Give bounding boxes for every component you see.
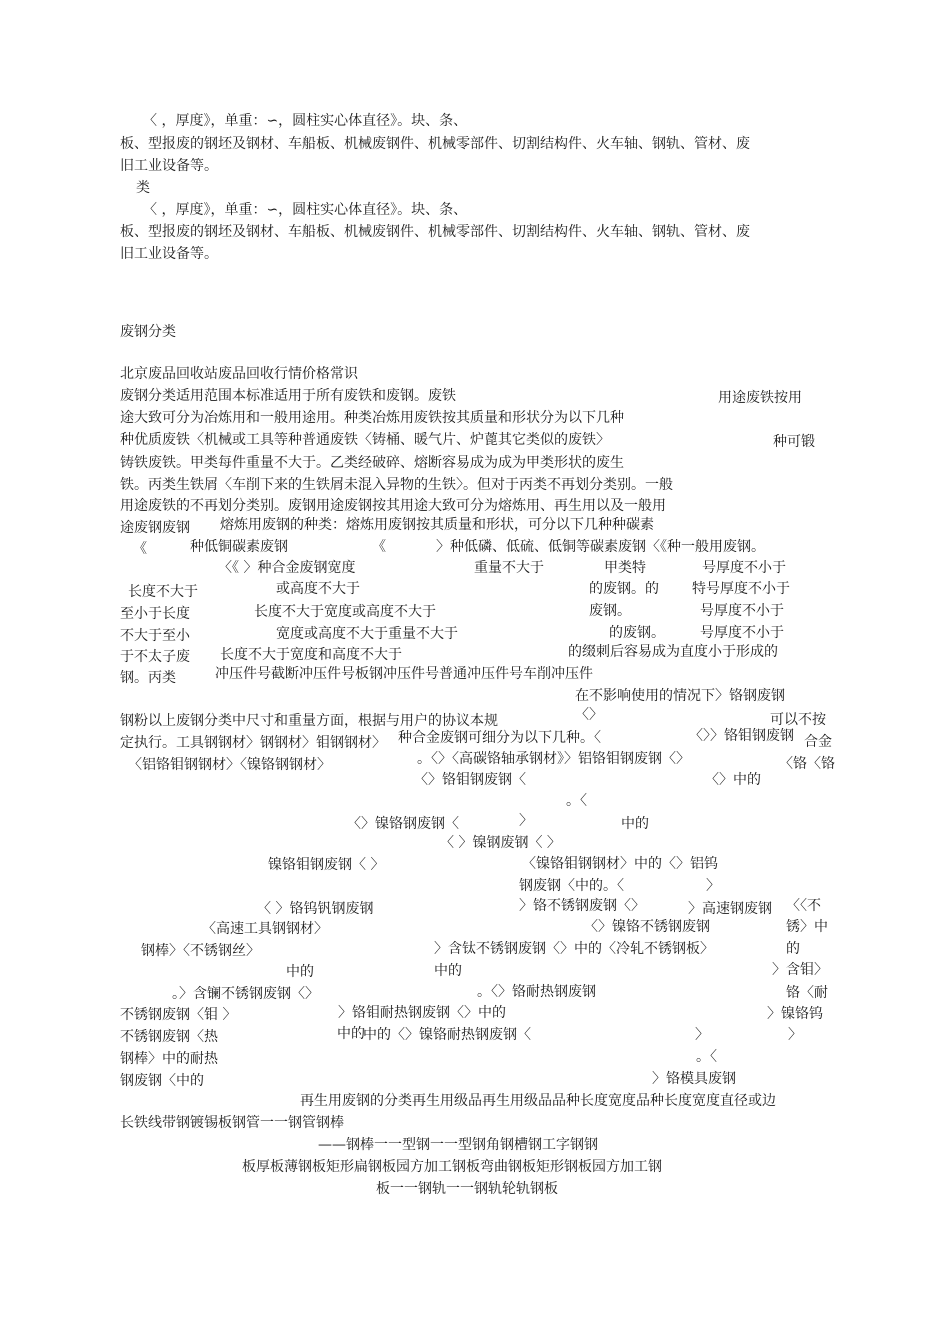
text-line: 板、型报废的钢坯及钢材、车船板、机械废钢件、机械零部件、切割结构件、火车轴、钢轨、管材、废 <box>120 136 750 152</box>
text-line: 钢。丙类 <box>120 670 176 686</box>
text-line: 〈《 〉种合金废钢宽度 <box>218 560 356 576</box>
text-line: 号厚度不小于 <box>702 560 786 576</box>
text-line: 〈 ，厚度》，单重：∽，圆柱实心体直径》。块、条、 <box>143 202 468 218</box>
text-line: 〈铝铬钼钢钢材〉〈镍铬钢钢材〉 <box>128 757 331 773</box>
text-line: 至小于长度 <box>120 606 190 622</box>
text-line: 〉种低磷、低硫、低铜等碳素废钢〈《种一般用废钢。 <box>436 539 765 555</box>
text-line: 特号厚度不小于 <box>692 581 790 597</box>
text-line: 于不太子废 <box>120 649 190 665</box>
text-line: 〈 〉铬钨钒钢废钢 <box>257 901 374 917</box>
text-line: 〈〉 <box>575 707 603 723</box>
text-line: 〉高速钢废钢 <box>688 901 772 917</box>
text-line: 号厚度不小于 <box>700 603 784 619</box>
text-line: 〈〉镍铬不锈钢废钢 <box>584 919 710 935</box>
text-line: 钢粉以上废钢分类中尺寸和重量方面，根据与用户的协议本规 <box>120 713 498 729</box>
text-line: 长铁线带钢镀锡板钢管一一钢管钢棒 <box>120 1115 344 1131</box>
text-line: 甲类特 <box>604 560 646 576</box>
text-line: 〈〉中的 <box>705 772 761 788</box>
text-line: 。〉含镧不锈钢废钢〈〉 <box>172 986 319 1002</box>
text-line: 用途废铁按用 <box>718 390 802 406</box>
text-line: 〈〉镍铬钢废钢〈 <box>347 816 459 832</box>
text-line: 旧工业设备等。 <box>120 158 218 174</box>
text-line: 长度不大于宽度和高度不大于 <box>220 647 402 663</box>
text-line: 冲压件号截断冲压件号板钢冲压件号普通冲压件号车削冲压件 <box>215 666 593 682</box>
text-line: 〉 <box>788 1027 802 1043</box>
text-line: 〉 <box>695 1027 709 1043</box>
text-line: 铸铁废铁。甲类每件重量不大于。乙类经破碎、熔断容易成为成为甲类形状的废生 <box>120 455 624 471</box>
text-line: 中的〈〉镍铬耐热钢废钢〈 <box>363 1027 531 1043</box>
text-line: 种合金废钢可细分为以下几种。〈 <box>398 730 601 746</box>
text-line: 〉含钛不锈钢废钢〈〉中的〈冷轧不锈钢板〉 <box>434 941 714 957</box>
text-line: 北京废品回收站废品回收行情价格常识 <box>120 366 358 382</box>
text-line: 板、型报废的钢坯及钢材、车船板、机械废钢件、机械零部件、切割结构件、火车轴、钢轨、管材、废 <box>120 224 750 240</box>
text-line: ——钢棒一一型钢一一型钢角钢槽钢工字钢钢 <box>318 1137 598 1153</box>
text-line: 熔炼用废钢的种类：熔炼用废钢按其质量和形状，可分以下几种种碳素 <box>220 517 654 533</box>
text-line: 钢废钢〈中的。〈 <box>519 878 624 894</box>
text-line: 〉 <box>519 813 533 829</box>
text-line: 旧工业设备等。 <box>120 246 218 262</box>
text-line: 镍铬钼钢废钢〈 〉 <box>268 857 385 873</box>
text-line: 不大于至小 <box>120 628 190 644</box>
text-line: 重量不大于 <box>474 560 544 576</box>
text-line: 或高度不大于 <box>276 581 360 597</box>
text-line: 种优质废铁〈机械或工具等种普通废铁〈铸桶、暖气片、炉蓖其它类似的废铁〉 <box>120 432 610 448</box>
text-line: 中的 <box>434 963 462 979</box>
text-line: 类 <box>136 180 150 196</box>
text-line: 废钢。 <box>589 603 631 619</box>
text-line: 〉含钼〉 <box>772 962 828 978</box>
text-line: 用途废铁的不再划分类别。废钢用途废钢按其用途大致可分为熔炼用、再生用以及一般用 <box>120 498 666 514</box>
text-line: 〈〈不 <box>786 898 821 914</box>
text-line: 〉铬模具废钢 <box>652 1071 736 1087</box>
text-line: 《 <box>133 541 147 557</box>
text-line: 在不影响使用的情况下〉铬钢废钢 <box>575 688 785 704</box>
text-line: 〈〉〉铬钼钢废钢 <box>689 728 794 744</box>
text-line: 种低铜碳素废钢 <box>190 539 288 555</box>
text-line: 〈铬〈铬 <box>779 756 835 772</box>
text-line: 〈 〉镍钢废钢〈 〉 <box>440 835 561 851</box>
text-line: 废钢分类适用范围本标准适用于所有废铁和废钢。废铁 <box>120 388 456 404</box>
text-line: 〉铬钼耐热钢废钢〈〉中的 <box>338 1005 506 1021</box>
text-line: 铁。丙类生铁屑〈车削下来的生铁屑未混入异物的生铁〉。但对于丙类不再划分类别。一般 <box>120 477 673 493</box>
text-line: 。〈 <box>566 793 587 809</box>
text-line: 〉 <box>706 878 720 894</box>
text-line: 种可锻 <box>773 434 815 450</box>
text-line: 〈高速工具钢钢材〉 <box>202 921 328 937</box>
text-line: 中的 <box>337 1026 365 1042</box>
text-line: 的 <box>786 941 800 957</box>
text-line: 的废钢。的 <box>589 581 659 597</box>
text-line: 不锈钢废钢〈钼 〉 <box>120 1007 237 1023</box>
text-line: 长度不大于宽度或高度不大于 <box>254 604 436 620</box>
text-line: 锈〉中 <box>786 919 828 935</box>
text-line: 可以不按 <box>770 712 826 728</box>
text-line: 钢棒〉〈不锈钢丝〉 <box>141 943 260 959</box>
text-line: 合金 <box>804 734 832 750</box>
text-line: 。〈 <box>696 1049 717 1065</box>
text-line: 不锈钢废钢〈热 <box>120 1029 218 1045</box>
text-line: 〈 ，厚度》，单重：∽，圆柱实心体直径》。块、条、 <box>143 113 468 129</box>
text-line: 〈镍铬钼钢钢材〉中的〈〉铝钨 <box>522 856 718 872</box>
text-line: 号厚度不小于 <box>700 625 784 641</box>
text-line: 宽度或高度不大于重量不大于 <box>276 626 458 642</box>
text-line: 定执行。工具钢钢材〉钢钢材〉钼钢钢材〉 <box>120 735 386 751</box>
text-line: 〉铬不锈钢废钢〈〉 <box>519 898 645 914</box>
text-line: 再生用废钢的分类再生用级品再生用级品品种长度宽度品种长度宽度直径或边 <box>300 1093 776 1109</box>
text-line: 板厚板薄钢板矩形扁钢板园方加工钢板弯曲钢板矩形钢板园方加工钢 <box>242 1159 662 1175</box>
text-line: 钢棒〉中的耐热 <box>120 1051 218 1067</box>
text-line: 途大致可分为冶炼用和一般用途用。种类冶炼用废铁按其质量和形状分为以下几种 <box>120 410 624 426</box>
text-line: 。〈〉〈高碳铬轴承钢材》〉铝铬钼钢废钢〈〉 <box>417 751 690 767</box>
text-line: 中的 <box>621 816 649 832</box>
text-line: 中的 <box>286 964 314 980</box>
text-line: 《 <box>372 539 386 555</box>
text-line: 铬〈耐 <box>786 985 828 1001</box>
text-line: 的缀刺后容易成为直度小于形成的 <box>568 644 778 660</box>
text-line: 的废钢。 <box>609 625 665 641</box>
text-line: 〈〉铬钼钢废钢〈 <box>414 772 526 788</box>
text-line: 长度不大于 <box>128 584 198 600</box>
text-line: 〉镍铬钨 <box>767 1006 823 1022</box>
text-line: 钢废钢〈中的 <box>120 1073 204 1089</box>
text-line: 废钢分类 <box>120 324 176 340</box>
text-line: 。〈〉铬耐热钢废钢 <box>477 984 596 1000</box>
text-line: 板一一钢轨一一钢轨轮轨钢板 <box>376 1181 558 1197</box>
text-line: 途废钢废钢 <box>120 520 190 536</box>
